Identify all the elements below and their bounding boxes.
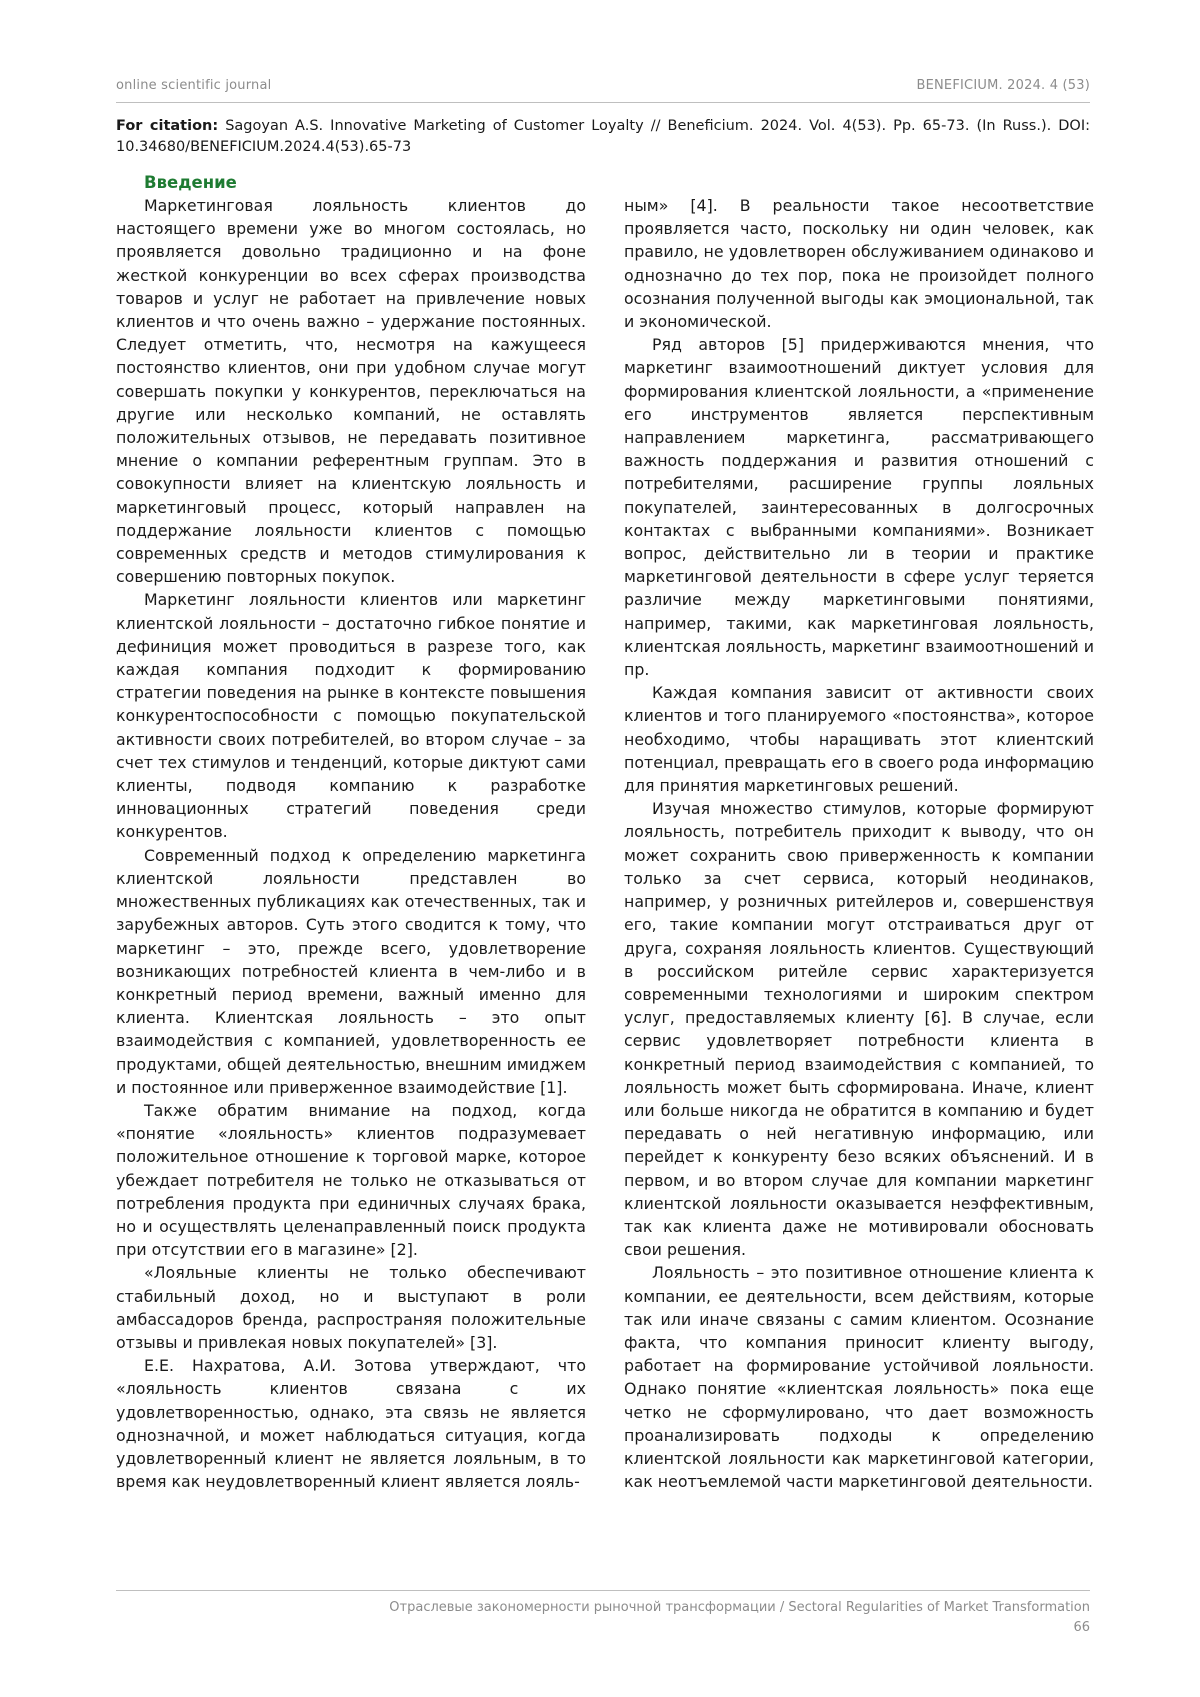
citation-block bbox=[116, 116, 1090, 158]
paragraph: Е.Е. Нахратова, А.И. Зотова утверждают, что «лояльность клиентов связана с их удовлетворенностью, однако, эта связь не является однозначной, и может наблюдаться ситуация, когда удовлетворенный клиент не является лояльным, в то время как неудовлетворенный клиент является лояль- bbox=[116, 1356, 586, 1492]
citation-label: For citation: bbox=[116, 118, 219, 134]
paragraph: Современный подход к определению маркетинга клиентской лояльности представлен во множественных публикациях как отечественных, так и зарубежных авторов. Суть этого сводится к тому, что маркетинг – это, прежде всего, удовлетворение возникающих потребностей клиента в чем-либо и в конкретный период времени, важный именно для клиента. Клиентская лояльность – это опыт взаимодействия с компанией, удовлетворенность ее продуктами, общей деятельностью, внешним имиджем и постоянное или приверженное взаимодействие [1]. bbox=[116, 845, 586, 1097]
paragraph: Ряд авторов [5] придерживаются мнения, что маркетинг взаимоотношений диктует условия для формирования клиентской лояльности, а «применение его инструментов является перспективным направлением маркетинга, рассматривающего важность поддержания и развития отношений с потребителями, расширение группы лояльных покупателей, заинтересованных в долгосрочных контактах с выбранными компаниями». Возникает вопрос, действительно ли в теории и практике маркетинговой деятельности в сфере услуг теряется различие между маркетинговыми понятиями, например, такими, как маркетинговая лояльность, клиентская лояльность, маркетинг взаимоотношений и пр. bbox=[624, 335, 1094, 680]
footer-divider bbox=[116, 1590, 1090, 1591]
paragraph: Маркетинговая лояльность клиентов до настоящего времени уже во многом состоялась, но проявляется довольно традиционно и на фоне жесткой конкуренции во всех сферах производства товаров и услуг не работает на привлечение новых клиентов и что очень важно – удержание постоянных. Следует отметить, что, несмотря на кажущееся постоянство клиентов, они при удобном случае могут совершать покупки у конкурентов, переключаться на другие или несколько компаний, не оставлять положительных отзывов, не передавать позитивное мнение о компании референтным группам. Это в совокупности влияет на клиентскую лояльность и маркетинговый процесс, который направлен на поддержание лояльности клиентов с помощью современных средств и методов стимулирования к совершению повторных покупок. bbox=[116, 196, 586, 587]
paragraph: Лояльность – это позитивное отношение клиента к компании, ее деятельности, всем действиям, которые так или иначе связаны с самим клиентом. Осознание факта, что компания приносит клиенту выгоду, работает на формирование устойчивой лояльности. Однако понятие «клиентская лояльность» пока еще четко не сформулировано, что дает возможность проанализировать подходы к определению клиентской лояльности как маркетинговой категории, как неотъемлемой части маркетинговой деятельности. bbox=[624, 1263, 1094, 1492]
left-column bbox=[116, 172, 586, 1493]
page-number: 66 bbox=[1073, 1620, 1090, 1635]
paragraph: Изучая множество стимулов, которые формируют лояльность, потребитель приходит к выводу, что он может сохранить свою приверженность к компании только за счет сервиса, который неодинаков, например, у розничных ритейлеров и, совершенствуя его, такие компании могут отстраиваться друг от друга, сохраняя лояльность клиентов. Существующий в российском ритейле сервис характеризуется современными технологиями и широким спектром услуг, предоставляемых клиенту [6]. В случае, если сервис удовлетворяет потребности клиента в конкретный период взаимодействия с компанией, то лояльность может быть сформирована. Иначе, клиент или больше никогда не обратится в компанию и будет передавать о ней негативную информацию, или перейдет к конкуренту безо всяких объяснений. И в первом, и во втором случае для компании маркетинг клиентской лояльности оказывается неэффективным, так как клиента даже не мотивировали обосновать свои решения. bbox=[624, 799, 1094, 1260]
footer-section-title: Отраслевые закономерности рыночной трансформации / Sectoral Regularities of Market Transformation bbox=[389, 1600, 1090, 1615]
journal-issue: BENEFICIUM. 2024. 4 (53) bbox=[916, 78, 1090, 93]
paragraph: «Лояльные клиенты не только обеспечивают стабильный доход, но и выступают в роли амбассадоров бренда, распространяя положительные отзывы и привлекая новых покупателей» [3]. bbox=[116, 1263, 586, 1352]
paragraph: Маркетинг лояльности клиентов или маркетинг клиентской лояльности – достаточно гибкое понятие и дефиниция может проводиться в разрезе того, как каждая компания подходит к формированию стратегии поведения на рынке в контексте повышения конкурентоспособности с помощью покупательской активности своих потребителей, во втором случае – за счет тех стимулов и тенденций, которые диктуют сами клиенты, подводя компанию к разработке инновационных стратегий поведения среди конкурентов. bbox=[116, 590, 586, 842]
paragraph: Также обратим внимание на подход, когда «понятие «лояльность» клиентов подразумевает положительное отношение к торговой марке, которое убеждает потребителя не только не отказываться от потребления продукта при единичных случаях брака, но и осуществлять целенаправленный поиск продукта при отсутствии его в магазине» [2]. bbox=[116, 1100, 586, 1260]
running-header bbox=[116, 76, 1090, 103]
paragraph-continued: ным» [4]. В реальности такое несоответствие проявляется часто, поскольку ни один человек, как правило, не удовлетворен обслуживанием одинаково и однозначно до тех пор, пока не произойдет полного осознания полученной выгоды как эмоциональной, так и экономической. bbox=[624, 196, 1094, 332]
right-column bbox=[624, 194, 1094, 1493]
paragraph: Каждая компания зависит от активности своих клиентов и того планируемого «постоянства», которое необходимо, чтобы наращивать этот клиентский потенциал, превращать его в своего рода информацию для принятия маркетинговых решений. bbox=[624, 683, 1094, 796]
citation-text: Sagoyan A.S. Innovative Marketing of Customer Loyalty // Beneficium. 2024. Vol. 4(53). Pp. 65-73. (In Russ.). DOI: 10.34680/BENEFICIUM.2024.4(53).65-73 bbox=[116, 118, 1090, 155]
journal-type: online scientific journal bbox=[116, 78, 272, 93]
section-title: Введение bbox=[144, 173, 237, 192]
